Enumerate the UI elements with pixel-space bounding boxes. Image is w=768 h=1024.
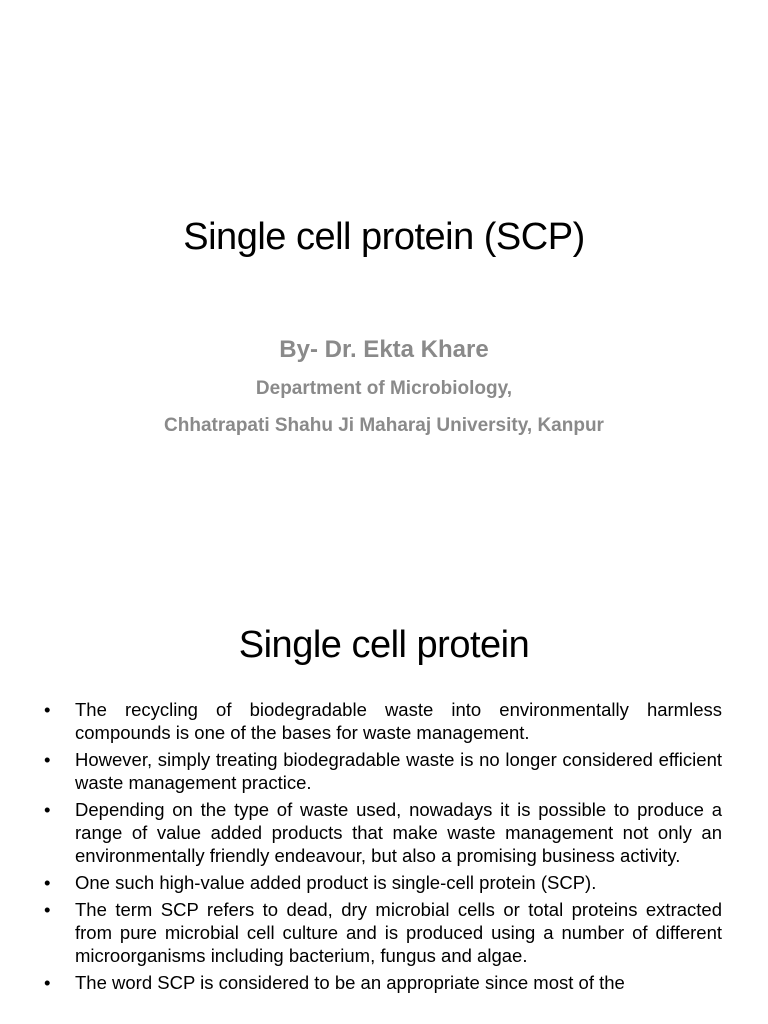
bullet-marker: • xyxy=(44,972,51,993)
bullet-marker: • xyxy=(44,799,51,820)
bullet-marker: • xyxy=(44,699,51,720)
bullet-text: The word SCP is considered to be an appropriate since most of the xyxy=(75,972,625,993)
bullet-marker: • xyxy=(44,899,51,920)
slide-content xyxy=(0,576,768,1024)
list-item xyxy=(44,898,722,967)
list-item xyxy=(44,798,722,867)
bullet-text: The recycling of biodegradable waste into environmentally harmless compounds is one of the bases for waste management. xyxy=(75,699,722,743)
slide-title-heading: Single cell protein (SCP) xyxy=(183,216,585,258)
department-line: Department of Microbiology, xyxy=(255,378,513,399)
content-slide-heading: Single cell protein xyxy=(238,624,530,666)
list-item xyxy=(44,748,722,794)
bullet-text: However, simply treating biodegradable waste is no longer considered efficient waste management practice. xyxy=(75,749,722,793)
list-item xyxy=(44,971,722,994)
bullet-marker: • xyxy=(44,749,51,770)
university-line: Chhatrapati Shahu Ji Maharaj University, Kanpur xyxy=(164,415,604,436)
bullet-list xyxy=(44,698,722,998)
list-item xyxy=(44,871,722,894)
bullet-marker: • xyxy=(44,872,51,893)
bullet-text: One such high-value added product is single-cell protein (SCP). xyxy=(75,872,597,893)
author-line: By- Dr. Ekta Khare xyxy=(279,336,489,363)
bullet-text: The term SCP refers to dead, dry microbial cells or total proteins extracted from pure microbial cell culture and is produced using a number of different microorganisms including bacterium, fungus and algae. xyxy=(75,899,722,966)
bullet-text: Depending on the type of waste used, nowadays it is possible to produce a range of value added products that make waste management not only an environmentally friendly endeavour, but also a promising business activity. xyxy=(75,799,722,866)
list-item xyxy=(44,698,722,744)
